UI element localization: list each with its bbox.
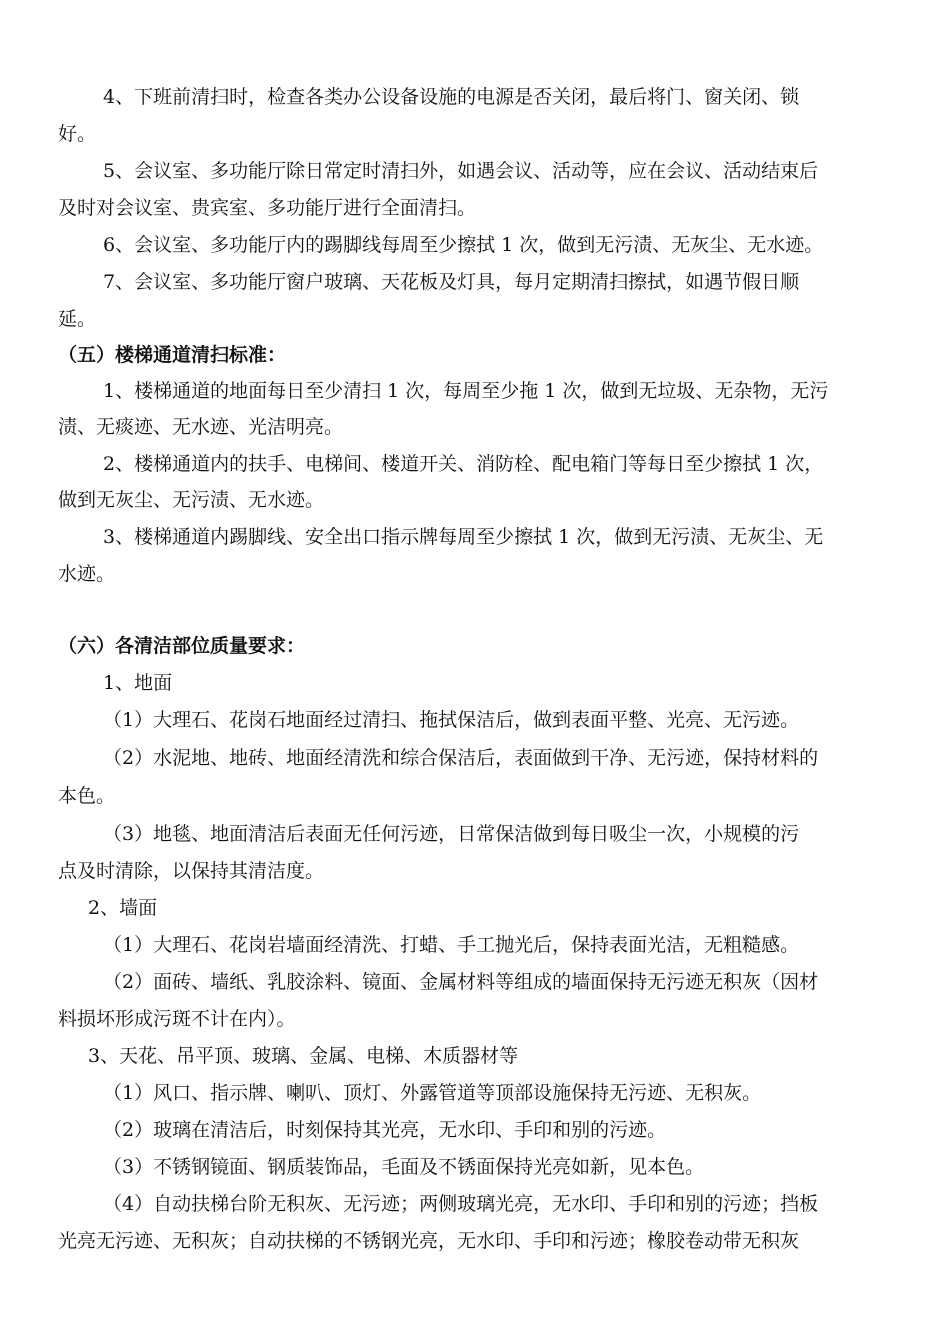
section-heading: （五）楼梯通道清扫标准： [58, 344, 287, 366]
paragraph-line: （4）自动扶梯台阶无积灰、无污迹；两侧玻璃光亮，无水印、手印和别的污迹；挡板 [103, 1193, 819, 1215]
paragraph-line: 及时对会议室、贵宾室、多功能厅进行全面清扫。 [58, 197, 477, 219]
paragraph-line: （2）玻璃在清洁后，时刻保持其光亮，无水印、手印和别的污迹。 [103, 1119, 667, 1141]
paragraph-line: 延。 [58, 308, 97, 330]
paragraph-line: 3、楼梯通道内踢脚线、安全出口指示牌每周至少擦拭 1 次，做到无污渍、无灰尘、无 [103, 526, 824, 548]
paragraph-line: 1、楼梯通道的地面每日至少清扫 1 次，每周至少拖 1 次，做到无垃圾、无杂物，无污 [103, 380, 829, 402]
paragraph-line: 做到无灰尘、无污渍、无水迹。 [58, 489, 325, 511]
paragraph-line: 点及时清除，以保持其清洁度。 [58, 860, 325, 882]
subsection-heading: 2、墙面 [88, 897, 158, 919]
paragraph-line: 料损坏形成污斑不计在内）。 [58, 1008, 296, 1030]
paragraph-line: （1）风口、指示牌、喇叭、顶灯、外露管道等顶部设施保持无污迹、无积灰。 [103, 1082, 762, 1104]
paragraph-line: （3）不锈钢镜面、钢质装饰品，毛面及不锈面保持光亮如新，见本色。 [103, 1156, 705, 1178]
paragraph-line: 好。 [58, 123, 97, 145]
paragraph-line: 光亮无污迹、无积灰；自动扶梯的不锈钢光亮，无水印、手印和污迹；橡胶卷动带无积灰 [58, 1230, 800, 1252]
paragraph-line: 2、楼梯通道内的扶手、电梯间、楼道开关、消防栓、配电箱门等每日至少擦拭 1 次， [103, 453, 824, 475]
paragraph-line: （1）大理石、花岗岩墙面经清洗、打蜡、手工抛光后，保持表面光洁，无粗糙感。 [103, 934, 800, 956]
subsection-heading: 1、地面 [103, 672, 173, 694]
paragraph-line: 水迹。 [58, 563, 116, 585]
paragraph-line: 4、下班前清扫时，检查各类办公设备设施的电源是否关闭，最后将门、窗关闭、锁 [103, 86, 800, 108]
paragraph-line: （1）大理石、花岗石地面经过清扫、拖拭保洁后，做到表面平整、光亮、无污迹。 [103, 709, 800, 731]
paragraph-line: 5、会议室、多功能厅除日常定时清扫外，如遇会议、活动等，应在会议、活动结束后 [103, 160, 819, 182]
paragraph-line: （2）面砖、墙纸、乳胶涂料、镜面、金属材料等组成的墙面保持无污迹无积灰（因材 [103, 971, 819, 993]
subsection-heading: 3、天花、吊平顶、玻璃、金属、电梯、木质器材等 [88, 1045, 519, 1067]
paragraph-line: 6、会议室、多功能厅内的踢脚线每周至少擦拭 1 次，做到无污渍、无灰尘、无水迹。 [103, 234, 824, 256]
section-heading: （六）各清洁部位质量要求： [58, 635, 306, 657]
paragraph-line: 7、会议室、多功能厅窗户玻璃、天花板及灯具，每月定期清扫擦拭，如遇节假日顺 [103, 271, 800, 293]
paragraph-line: （3）地毯、地面清洁后表面无任何污迹，日常保洁做到每日吸尘一次，小规模的污 [103, 823, 800, 845]
paragraph-line: 渍、无痰迹、无水迹、光洁明亮。 [58, 416, 344, 438]
paragraph-line: （2）水泥地、地砖、地面经清洗和综合保洁后，表面做到干净、无污迹，保持材料的 [103, 747, 819, 769]
paragraph-line: 本色。 [58, 785, 116, 807]
